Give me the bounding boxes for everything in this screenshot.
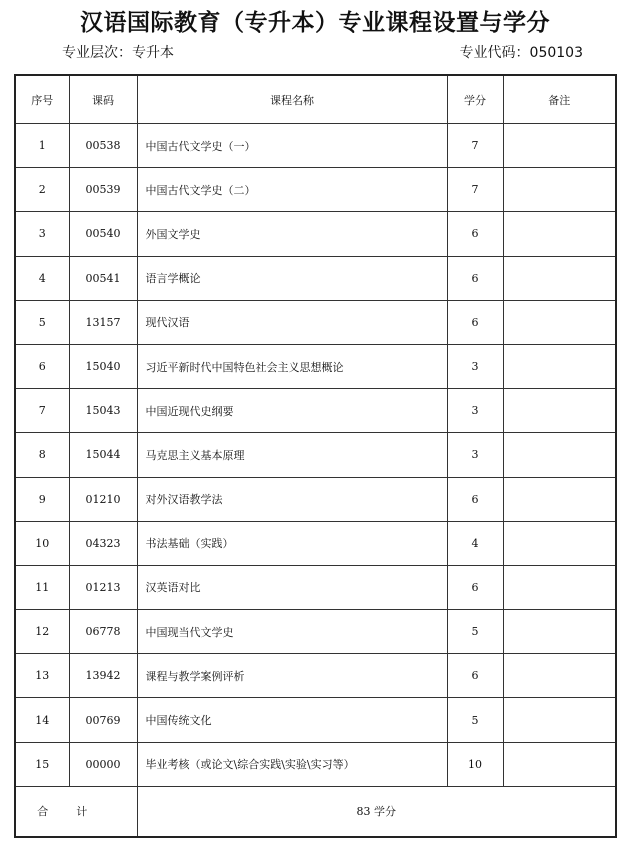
header-no: 序号: [15, 75, 69, 124]
row-code: 15043: [69, 389, 137, 433]
row-credit: 6: [447, 565, 503, 609]
row-name: 中国古代文学史（一）: [137, 124, 447, 168]
document-title: 汉语国际教育（专升本）专业课程设置与学分: [80, 10, 550, 36]
row-code: 00541: [69, 256, 137, 300]
row-credit: 6: [447, 256, 503, 300]
table-row: [15, 610, 616, 654]
row-name: 中国古代文学史（二）: [137, 168, 447, 212]
row-no: 8: [15, 433, 69, 477]
row-credit: 6: [447, 477, 503, 521]
row-code: 00000: [69, 742, 137, 786]
row-code: 06778: [69, 610, 137, 654]
row-code: 00540: [69, 212, 137, 256]
row-credit: 6: [447, 654, 503, 698]
row-name: 马克思主义基本原理: [137, 433, 447, 477]
row-name: 习近平新时代中国特色社会主义思想概论: [137, 344, 447, 388]
row-no: 3: [15, 212, 69, 256]
row-note: [503, 610, 616, 654]
row-note: [503, 389, 616, 433]
table-row: [15, 477, 616, 521]
row-no: 5: [15, 300, 69, 344]
major-code: 专业代码：050103: [459, 45, 583, 61]
row-no: 15: [15, 742, 69, 786]
row-code: 04323: [69, 521, 137, 565]
row-credit: 7: [447, 168, 503, 212]
table-header-row: [15, 75, 616, 124]
row-no: 1: [15, 124, 69, 168]
total-label: [15, 786, 137, 837]
table-row: [15, 168, 616, 212]
row-code: 15040: [69, 344, 137, 388]
row-credit: 3: [447, 433, 503, 477]
table-row: [15, 654, 616, 698]
row-credit: 7: [447, 124, 503, 168]
row-no: 7: [15, 389, 69, 433]
row-name: 中国近现代史纲要: [137, 389, 447, 433]
row-note: [503, 698, 616, 742]
course-table: [14, 74, 617, 838]
row-no: 11: [15, 565, 69, 609]
row-credit: 5: [447, 698, 503, 742]
row-no: 13: [15, 654, 69, 698]
row-note: [503, 168, 616, 212]
row-name: 中国现当代文学史: [137, 610, 447, 654]
row-note: [503, 654, 616, 698]
major-level: 专业层次：专升本: [62, 45, 174, 61]
row-name: 书法基础（实践）: [137, 521, 447, 565]
total-label-text: 合计: [37, 805, 116, 819]
row-note: [503, 477, 616, 521]
row-code: 00769: [69, 698, 137, 742]
row-note: [503, 344, 616, 388]
row-no: 2: [15, 168, 69, 212]
header-name: 课程名称: [137, 75, 447, 124]
row-no: 9: [15, 477, 69, 521]
row-name: 中国传统文化: [137, 698, 447, 742]
row-name: 课程与教学案例评析: [137, 654, 447, 698]
header-credit: 学分: [447, 75, 503, 124]
header-code: 课码: [69, 75, 137, 124]
row-code: 15044: [69, 433, 137, 477]
row-note: [503, 521, 616, 565]
table-row: [15, 742, 616, 786]
total-row: [15, 786, 616, 837]
row-name: 对外汉语教学法: [137, 477, 447, 521]
row-note: [503, 212, 616, 256]
row-no: 6: [15, 344, 69, 388]
header-note: 备注: [503, 75, 616, 124]
row-code: 00539: [69, 168, 137, 212]
table-row: [15, 212, 616, 256]
total-value: 83 学分: [137, 786, 616, 837]
row-name: 毕业考核（或论文\综合实践\实验\实习等）: [137, 742, 447, 786]
row-note: [503, 742, 616, 786]
row-code: 01210: [69, 477, 137, 521]
row-no: 12: [15, 610, 69, 654]
row-name: 语言学概论: [137, 256, 447, 300]
row-note: [503, 300, 616, 344]
row-credit: 3: [447, 344, 503, 388]
row-note: [503, 124, 616, 168]
row-code: 01213: [69, 565, 137, 609]
row-note: [503, 256, 616, 300]
table-row: [15, 433, 616, 477]
row-no: 10: [15, 521, 69, 565]
table-row: [15, 389, 616, 433]
row-code: 13157: [69, 300, 137, 344]
table-row: [15, 565, 616, 609]
row-no: 4: [15, 256, 69, 300]
table-row: [15, 698, 616, 742]
row-code: 00538: [69, 124, 137, 168]
row-code: 13942: [69, 654, 137, 698]
row-credit: 5: [447, 610, 503, 654]
row-name: 外国文学史: [137, 212, 447, 256]
table-row: [15, 521, 616, 565]
table-row: [15, 256, 616, 300]
table-row: [15, 124, 616, 168]
row-note: [503, 565, 616, 609]
row-name: 汉英语对比: [137, 565, 447, 609]
row-name: 现代汉语: [137, 300, 447, 344]
row-note: [503, 433, 616, 477]
row-credit: 6: [447, 212, 503, 256]
row-credit: 3: [447, 389, 503, 433]
row-no: 14: [15, 698, 69, 742]
table-row: [15, 300, 616, 344]
table-row: [15, 344, 616, 388]
row-credit: 10: [447, 742, 503, 786]
row-credit: 4: [447, 521, 503, 565]
row-credit: 6: [447, 300, 503, 344]
